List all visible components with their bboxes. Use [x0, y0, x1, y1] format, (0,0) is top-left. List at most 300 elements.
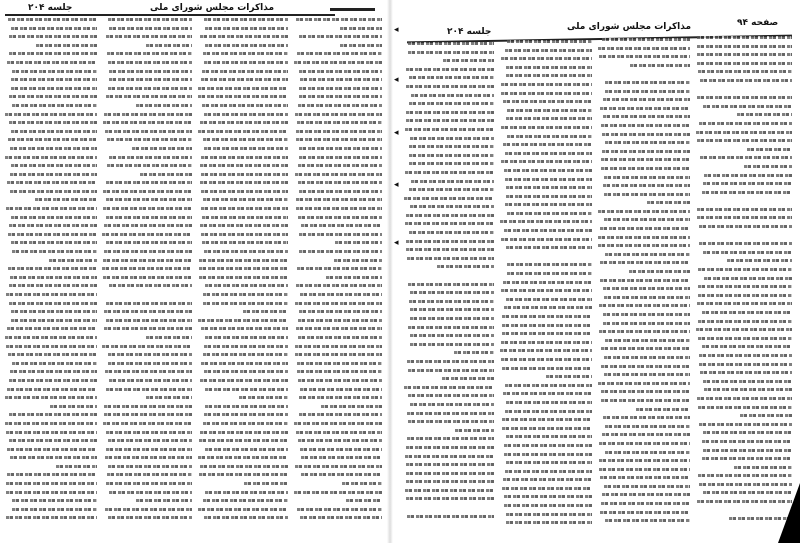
text-line	[108, 362, 192, 365]
text-line	[6, 482, 97, 485]
text-line	[108, 353, 192, 356]
text-line	[342, 482, 382, 485]
text-line	[605, 519, 690, 522]
text-line	[104, 224, 192, 227]
text-line	[601, 167, 690, 170]
text-line	[698, 474, 793, 477]
text-line	[698, 320, 792, 323]
text-line	[737, 113, 792, 116]
left-page	[0, 0, 388, 543]
text-line	[200, 224, 288, 227]
text-line	[501, 289, 592, 292]
text-line	[203, 198, 288, 201]
text-line	[699, 225, 792, 228]
text-line	[109, 379, 192, 382]
text-line	[727, 259, 792, 262]
text-line	[698, 406, 792, 409]
text-line	[202, 104, 288, 107]
text-line	[599, 468, 690, 471]
text-line	[35, 198, 97, 201]
text-line	[504, 306, 592, 309]
text-line	[410, 137, 494, 140]
text-line	[204, 345, 288, 348]
text-line	[104, 405, 192, 408]
text-line	[501, 83, 592, 86]
text-column	[102, 18, 192, 528]
text-line	[298, 379, 382, 382]
text-line	[7, 61, 97, 64]
text-line	[506, 298, 592, 301]
text-line	[697, 208, 792, 211]
text-line	[204, 516, 288, 519]
text-line	[108, 87, 192, 90]
text-line	[605, 141, 690, 144]
text-line	[703, 105, 792, 108]
text-line	[298, 216, 382, 219]
text-line	[698, 294, 792, 297]
text-line	[598, 210, 690, 213]
text-line	[502, 332, 592, 335]
text-line	[603, 322, 690, 325]
text-line	[599, 304, 690, 307]
text-line	[406, 68, 494, 71]
text-line	[506, 401, 592, 404]
text-line	[605, 339, 690, 342]
text-line	[201, 78, 288, 81]
text-line	[106, 431, 192, 434]
text-line	[506, 74, 592, 77]
text-line	[602, 433, 690, 436]
text-line	[6, 293, 97, 296]
text-line	[600, 511, 690, 514]
text-line	[598, 244, 690, 247]
text-line	[9, 379, 97, 382]
text-line	[199, 439, 288, 442]
text-line	[297, 370, 382, 373]
text-line	[200, 465, 288, 468]
text-line	[203, 422, 288, 425]
text-line	[199, 259, 288, 262]
text-line	[699, 354, 792, 357]
text-line	[507, 40, 592, 43]
text-line	[502, 315, 592, 318]
text-line	[602, 133, 690, 136]
text-line	[146, 44, 192, 47]
text-line	[700, 156, 792, 159]
text-line	[11, 27, 97, 30]
text-line	[500, 220, 592, 223]
text-line	[603, 287, 690, 290]
text-line	[107, 52, 192, 55]
text-line	[106, 95, 192, 98]
text-line	[404, 386, 494, 389]
text-line	[744, 165, 792, 168]
text-line	[407, 412, 494, 415]
text-line	[407, 257, 494, 260]
text-line	[704, 388, 792, 391]
text-line	[297, 52, 382, 55]
text-line	[405, 222, 494, 225]
text-line	[299, 35, 382, 38]
text-line	[504, 495, 592, 498]
text-line	[109, 284, 192, 287]
text-line	[106, 35, 192, 38]
text-line	[326, 276, 382, 279]
text-line	[604, 296, 690, 299]
text-line	[406, 497, 494, 500]
text-line	[601, 158, 690, 161]
text-line	[505, 470, 592, 473]
text-line	[410, 403, 494, 406]
text-line	[702, 440, 792, 443]
text-line	[697, 139, 792, 142]
text-line	[8, 233, 97, 236]
text-line	[296, 207, 382, 210]
text-line	[103, 259, 192, 262]
text-line	[406, 463, 494, 466]
text-line	[698, 268, 792, 271]
text-line	[335, 241, 382, 244]
text-line	[8, 267, 97, 270]
text-line	[203, 52, 288, 55]
text-line	[443, 59, 494, 62]
text-line	[104, 250, 192, 253]
text-line	[295, 173, 382, 176]
text-line	[501, 160, 592, 163]
text-line	[503, 100, 592, 103]
text-line	[12, 250, 97, 253]
text-line	[696, 328, 792, 331]
text-line	[107, 473, 192, 476]
text-line	[346, 499, 382, 502]
text-line	[704, 174, 792, 177]
text-line	[202, 70, 288, 73]
text-line	[647, 201, 690, 204]
text-line	[9, 413, 97, 416]
text-line	[405, 455, 494, 458]
text-line	[599, 330, 690, 333]
text-line	[408, 420, 494, 423]
text-line	[296, 18, 382, 21]
text-line	[505, 152, 592, 155]
text-line	[198, 319, 288, 322]
text-line	[696, 131, 792, 134]
page-label: صفحه ۹۴	[737, 18, 779, 28]
text-line	[106, 448, 192, 451]
text-line	[455, 429, 494, 432]
text-line	[103, 121, 192, 124]
text-line	[56, 465, 97, 468]
text-line	[205, 284, 288, 287]
text-line	[703, 251, 792, 254]
text-line	[5, 396, 97, 399]
text-line	[9, 52, 97, 55]
text-line	[5, 336, 97, 339]
text-line	[503, 281, 592, 284]
text-line	[202, 241, 288, 244]
text-line	[102, 345, 192, 348]
text-line	[504, 444, 592, 447]
text-line	[203, 293, 288, 296]
text-line	[405, 171, 494, 174]
text-line	[205, 44, 288, 47]
text-line	[108, 439, 192, 442]
text-line	[298, 164, 382, 167]
text-line	[603, 313, 690, 316]
text-line	[298, 104, 382, 107]
text-line	[201, 362, 288, 365]
text-line	[106, 198, 192, 201]
text-line	[605, 451, 690, 454]
text-line	[504, 504, 592, 507]
text-line	[408, 326, 494, 329]
text-column	[404, 42, 494, 537]
text-line	[410, 343, 494, 346]
text-line	[204, 250, 288, 253]
text-line	[108, 465, 192, 468]
text-line	[703, 491, 792, 494]
text-line	[408, 51, 494, 54]
text-line	[105, 370, 192, 373]
text-line	[10, 173, 97, 176]
text-line	[295, 302, 382, 305]
text-line	[700, 371, 792, 374]
text-line	[9, 439, 97, 442]
text-line	[747, 148, 792, 151]
text-line	[604, 373, 690, 376]
text-line	[506, 195, 592, 198]
text-line	[699, 423, 792, 426]
text-line	[598, 47, 690, 50]
text-line	[405, 128, 494, 131]
text-line	[630, 64, 690, 67]
text-line	[410, 205, 494, 208]
text-line	[406, 214, 494, 217]
text-line	[697, 36, 792, 39]
text-line	[600, 107, 690, 110]
text-line	[204, 18, 288, 21]
text-line	[203, 353, 288, 356]
text-line	[8, 138, 97, 141]
margin-mark: ◂	[394, 238, 399, 248]
text-line	[109, 156, 192, 159]
text-line	[340, 44, 382, 47]
text-line	[203, 302, 288, 305]
text-line	[502, 418, 592, 421]
text-line	[9, 224, 97, 227]
text-line	[50, 405, 97, 408]
text-line	[602, 38, 690, 41]
text-column	[294, 18, 382, 528]
text-line	[502, 487, 592, 490]
text-line	[408, 283, 494, 286]
margin-mark: ◂	[394, 75, 399, 85]
text-line	[9, 284, 97, 287]
text-line	[10, 276, 97, 279]
right-page	[392, 0, 800, 543]
text-line	[410, 317, 494, 320]
text-line	[106, 241, 192, 244]
text-line	[108, 61, 192, 64]
text-line	[108, 516, 192, 519]
text-line	[503, 478, 592, 481]
header-ornament	[330, 8, 375, 11]
text-line	[601, 365, 690, 368]
text-line	[9, 35, 97, 38]
text-line	[11, 216, 97, 219]
text-line	[146, 336, 192, 339]
text-line	[702, 191, 792, 194]
text-line	[600, 476, 690, 479]
text-line	[299, 190, 382, 193]
text-line	[505, 384, 592, 387]
text-line	[244, 482, 288, 485]
text-line	[410, 334, 494, 337]
text-line	[321, 405, 382, 408]
text-line	[601, 390, 690, 393]
text-line	[702, 457, 792, 460]
text-line	[697, 500, 792, 503]
text-line	[699, 363, 792, 366]
text-line	[501, 126, 592, 129]
text-line	[296, 431, 382, 434]
text-line	[200, 181, 288, 184]
text-line	[501, 341, 592, 344]
text-line	[601, 399, 690, 402]
text-line	[7, 473, 97, 476]
text-line	[409, 76, 494, 79]
text-line	[697, 96, 792, 99]
text-line	[109, 491, 192, 494]
text-line	[200, 431, 288, 434]
text-line	[506, 521, 592, 524]
text-line	[729, 517, 792, 520]
text-line	[104, 327, 192, 330]
text-line	[703, 380, 792, 383]
text-line	[340, 27, 382, 30]
text-line	[504, 453, 592, 456]
text-line	[103, 276, 192, 279]
text-line	[598, 382, 690, 385]
text-line	[503, 143, 592, 146]
text-line	[239, 396, 288, 399]
text-line	[9, 302, 97, 305]
text-line	[198, 87, 288, 90]
text-line	[203, 138, 288, 141]
text-line	[201, 327, 288, 330]
text-line	[200, 379, 288, 382]
text-line	[299, 156, 382, 159]
text-line	[136, 499, 192, 502]
text-line	[294, 61, 382, 64]
text-line	[699, 122, 792, 125]
text-line	[697, 45, 792, 48]
text-line	[704, 277, 792, 280]
text-line	[106, 216, 192, 219]
text-line	[204, 147, 288, 150]
text-line	[697, 397, 792, 400]
text-column	[598, 38, 690, 533]
text-line	[296, 284, 382, 287]
text-line	[296, 327, 382, 330]
text-line	[297, 508, 382, 511]
text-line	[205, 336, 288, 339]
text-line	[406, 119, 494, 122]
text-line	[300, 78, 382, 81]
text-line	[507, 212, 592, 215]
text-line	[601, 502, 690, 505]
text-line	[243, 310, 288, 313]
text-line	[506, 461, 592, 464]
text-line	[299, 70, 382, 73]
text-line	[298, 439, 382, 442]
text-line	[201, 173, 288, 176]
text-line	[7, 181, 97, 184]
text-line	[697, 302, 792, 305]
text-line	[109, 78, 192, 81]
text-line	[12, 508, 97, 511]
text-line	[598, 236, 690, 239]
text-line	[295, 113, 382, 116]
text-line	[299, 250, 382, 253]
text-line	[299, 87, 382, 90]
margin-mark: ◂	[394, 180, 399, 190]
text-line	[410, 291, 494, 294]
text-line	[36, 44, 97, 47]
text-line	[199, 276, 288, 279]
text-line	[599, 55, 690, 58]
text-line	[406, 446, 494, 449]
header-rule	[5, 14, 335, 16]
text-line	[603, 416, 690, 419]
text-line	[740, 414, 792, 417]
text-line	[8, 353, 97, 356]
text-line	[10, 456, 97, 459]
text-line	[605, 81, 690, 84]
text-line	[109, 70, 192, 73]
text-line	[697, 62, 792, 65]
text-line	[506, 513, 593, 516]
text-line	[200, 35, 288, 38]
text-line	[295, 465, 382, 468]
text-line	[507, 109, 592, 112]
text-line	[11, 78, 97, 81]
text-line	[406, 248, 494, 251]
text-line	[405, 489, 494, 492]
text-line	[505, 49, 592, 52]
text-line	[11, 310, 97, 313]
text-line	[734, 466, 792, 469]
text-line	[300, 388, 382, 391]
text-line	[601, 347, 690, 350]
text-line	[107, 164, 192, 167]
text-line	[408, 42, 494, 45]
text-line	[506, 246, 592, 249]
text-line	[605, 425, 690, 428]
text-line	[10, 147, 97, 150]
text-line	[501, 358, 592, 361]
text-line	[108, 18, 192, 21]
text-line	[106, 181, 192, 184]
text-line	[699, 483, 792, 486]
text-line	[5, 422, 97, 425]
text-line	[702, 311, 792, 314]
text-line	[299, 233, 382, 236]
text-line	[295, 345, 382, 348]
text-line	[703, 449, 792, 452]
text-line	[200, 164, 288, 167]
text-line	[301, 224, 382, 227]
